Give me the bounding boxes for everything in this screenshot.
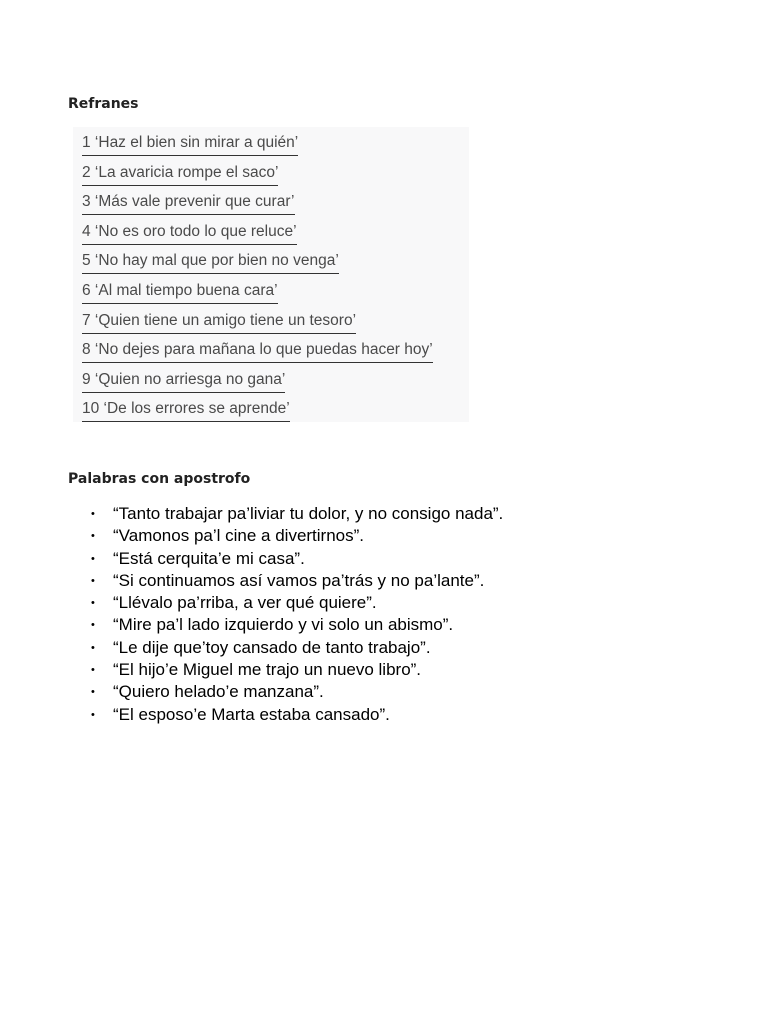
list-item <box>91 570 503 592</box>
bullet-icon: • <box>91 664 95 677</box>
refran-item <box>82 369 433 399</box>
refran-text: 6 ‘Al mal tiempo buena cara’ <box>82 281 278 304</box>
refran-text: 7 ‘Quien tiene un amigo tiene un tesoro’ <box>82 311 356 334</box>
list-item <box>91 548 503 570</box>
bullet-icon: • <box>91 708 95 721</box>
list-item-text: “Llévalo pa’rriba, a ver qué quiere”. <box>113 593 377 613</box>
refran-text: 3 ‘Más vale prevenir que curar’ <box>82 192 295 215</box>
list-item <box>91 503 503 525</box>
list-item <box>91 681 503 703</box>
list-item-text: “El hijo’e Miguel me trajo un nuevo libro”. <box>113 660 422 680</box>
refranes-heading: Refranes <box>68 96 139 112</box>
list-item <box>91 659 503 681</box>
list-item <box>91 614 503 636</box>
list-item-text: “Mire pa’l lado izquierdo y vi solo un abismo”. <box>113 615 454 635</box>
list-item-text: “Le dije que’toy cansado de tanto trabajo”. <box>113 637 431 657</box>
list-item-text: “Tanto trabajar pa’liviar tu dolor, y no consigo nada”. <box>113 504 504 523</box>
bullet-icon: • <box>91 530 95 543</box>
refran-text: 9 ‘Quien no arriesga no gana’ <box>82 370 285 393</box>
bullet-icon: • <box>91 686 95 699</box>
bullet-icon: • <box>91 552 95 565</box>
list-item-text: “El esposo’e Marta estaba cansado”. <box>113 704 390 724</box>
refranes-image-box <box>73 127 469 422</box>
list-item <box>91 704 503 726</box>
list-item <box>91 637 503 659</box>
apostrofo-list <box>91 503 503 726</box>
refran-item <box>82 250 433 280</box>
refran-item <box>82 191 433 221</box>
refran-item <box>82 162 433 192</box>
list-item <box>91 592 503 614</box>
list-item-text: “Vamonos pa’l cine a divertirnos”. <box>113 526 365 546</box>
refran-item <box>82 310 433 340</box>
refran-text: 5 ‘No hay mal que por bien no venga’ <box>82 251 339 274</box>
refran-text: 8 ‘No dejes para mañana lo que puedas hacer hoy’ <box>82 340 433 363</box>
refran-item <box>82 280 433 310</box>
refran-text: 4 ‘No es oro todo lo que reluce’ <box>82 222 297 245</box>
refran-text: 1 ‘Haz el bien sin mirar a quién’ <box>82 133 298 156</box>
apostrofo-heading: Palabras con apostrofo <box>68 471 251 487</box>
refran-item <box>82 132 433 162</box>
list-item-text: “Quiero helado’e manzana”. <box>113 682 324 702</box>
bullet-icon: • <box>91 574 95 587</box>
bullet-icon: • <box>91 597 95 610</box>
refran-text: 10 ‘De los errores se aprende’ <box>82 399 290 422</box>
refran-item <box>82 221 433 251</box>
refran-text: 2 ‘La avaricia rompe el saco’ <box>82 163 278 186</box>
refran-item <box>82 398 433 428</box>
refranes-list <box>82 132 433 428</box>
list-item-text: “Está cerquita’e mi casa”. <box>113 548 305 568</box>
list-item <box>91 525 503 547</box>
bullet-icon: • <box>91 641 95 654</box>
bullet-icon: • <box>91 619 95 632</box>
list-item-text: “Si continuamos así vamos pa’trás y no pa’lante”. <box>113 570 485 590</box>
refran-item <box>82 339 433 369</box>
bullet-icon: • <box>91 508 95 520</box>
